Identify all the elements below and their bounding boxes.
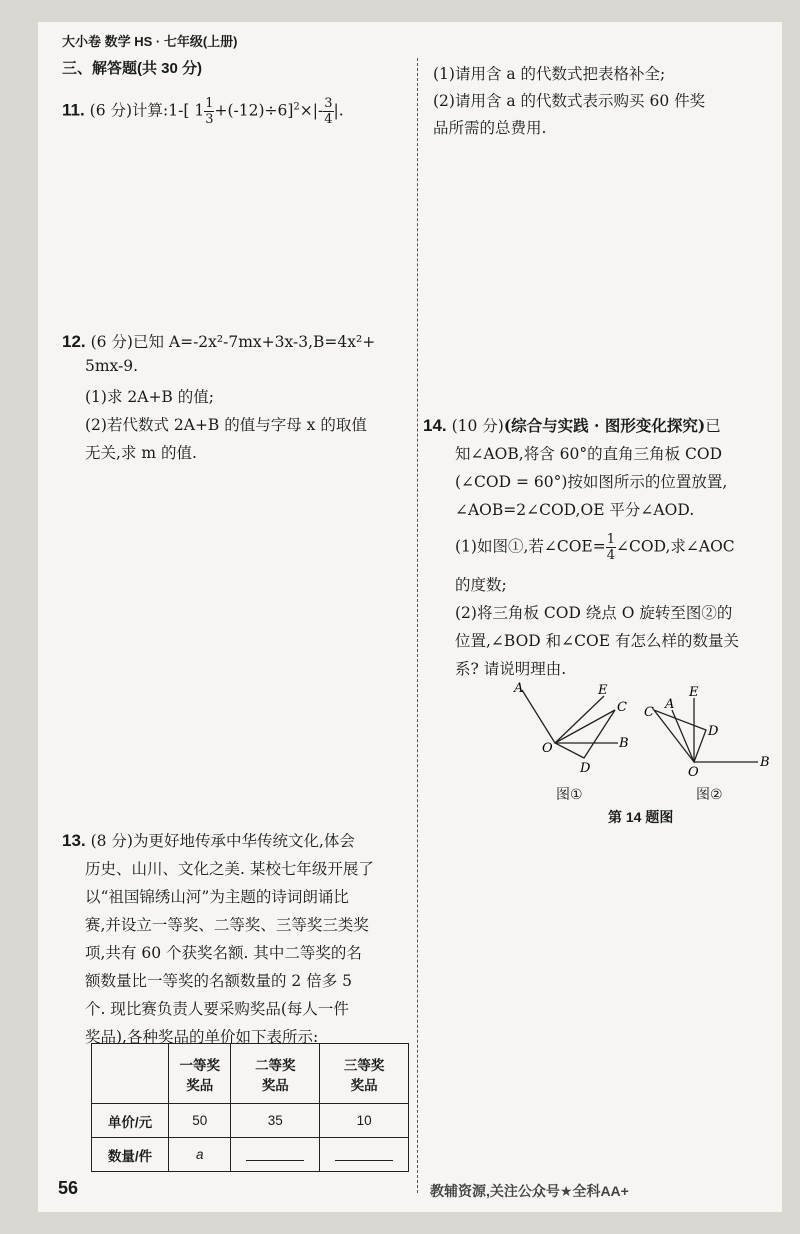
q12-part-2-cont: 无关,求 m 的值. xyxy=(85,444,197,462)
q14-line5-b: ∠COD,求∠AOC xyxy=(616,537,735,556)
q14-tag: (综合与实践 · 图形变化探究) xyxy=(503,416,706,435)
question-13-number: 13. xyxy=(62,831,86,850)
q11-fraction-2 xyxy=(323,96,333,127)
footer-watermark: 教辅资源,关注公众号★全科AA+ xyxy=(430,1183,629,1199)
row-label-qty: 数量/件 xyxy=(92,1138,169,1172)
fig1-ray-oa xyxy=(522,690,555,743)
question-14-line-1 xyxy=(423,414,721,436)
q13-line-4: 赛,并设立一等奖、二等奖、三等奖三类奖 xyxy=(85,916,369,934)
qty-3-fill-line xyxy=(335,1146,393,1161)
fig2-label-e: E xyxy=(689,685,699,700)
q13-sub-1: (1)请用含 a 的代数式把表格补全; xyxy=(433,65,666,83)
q12-line-2: 5mx-9. xyxy=(85,357,139,375)
fig2-label-c: C xyxy=(644,705,654,720)
q14-line-6: 的度数; xyxy=(455,576,507,594)
prize-col-head-3 xyxy=(320,1044,409,1104)
q11-frac1-den: 3 xyxy=(205,112,214,127)
q14-line5-a: (1)如图①,若∠COE= xyxy=(455,537,606,556)
q13-line1-text: (8 分)为更好地传承中华传统文化,体会 xyxy=(90,832,355,850)
qty-1 xyxy=(169,1138,231,1172)
fig1-label-e: E xyxy=(598,683,608,698)
q11-frac2-den: 4 xyxy=(324,112,333,127)
q13-line-3: 以“祖国锦绣山河”为主题的诗词朗诵比 xyxy=(85,888,349,906)
prize-table xyxy=(91,1043,409,1172)
q14-frac-num: 1 xyxy=(606,532,616,547)
q14-line-2: 知∠AOB,将含 60°的直角三角板 COD xyxy=(455,445,723,463)
q13-line-5: 项,共有 60 个获奖名额. 其中二等奖的名 xyxy=(85,944,362,962)
question-11-number: 11. xyxy=(62,100,85,120)
fig2-triangle-cod xyxy=(654,710,706,762)
question-13-line-1 xyxy=(62,829,355,851)
prize-col-head-1 xyxy=(169,1044,231,1104)
column-divider xyxy=(417,58,418,1193)
section-title: 三、解答题(共 30 分) xyxy=(62,60,203,77)
q11-text-d: |. xyxy=(333,101,344,120)
q12-line1-text: (6 分)已知 A=-2x²-7mx+3x-3,B=4x²+ xyxy=(90,333,376,351)
col-head-1-line1: 一等奖 xyxy=(179,1057,220,1073)
prize-table-row-price xyxy=(92,1104,409,1138)
q13-line-8: 奖品),各种奖品的单价如下表所示: xyxy=(85,1028,319,1046)
row-label-price: 单价/元 xyxy=(92,1104,169,1138)
q14-line-4: ∠AOB=2∠COD,OE 平分∠AOD. xyxy=(455,501,695,519)
figure-1 xyxy=(500,680,640,780)
q14-part-2-end: 系? 请说明理由. xyxy=(455,660,567,678)
col-head-2-line1: 二等奖 xyxy=(255,1057,296,1073)
running-header: 大小卷 数学 HS · 七年级(上册) xyxy=(62,34,238,49)
col-head-3-line2: 奖品 xyxy=(350,1077,378,1093)
q14-line1-end: 已 xyxy=(705,417,721,435)
question-11 xyxy=(62,96,344,127)
fig1-label-b: B xyxy=(619,736,629,751)
q11-text-c: ×|- xyxy=(299,101,324,120)
q14-part-2-cont: 位置,∠BOD 和∠COE 有怎么样的数量关 xyxy=(455,632,739,650)
prize-table-header-row xyxy=(92,1044,409,1104)
figure-2 xyxy=(640,680,780,780)
fig1-label-d: D xyxy=(580,761,591,776)
q12-part-2: (2)若代数式 2A+B 的值与字母 x 的取值 xyxy=(85,416,367,434)
col-head-2-line2: 奖品 xyxy=(261,1077,289,1093)
fig2-label-a: A xyxy=(665,697,675,712)
q11-text-b: +(-12)÷6] xyxy=(214,101,294,120)
q13-sub-2-cont: 品所需的总费用. xyxy=(433,119,547,137)
q14-line-5 xyxy=(455,532,735,563)
qty-3-blank[interactable] xyxy=(320,1138,409,1172)
fig2-label-d: D xyxy=(708,724,719,739)
price-3: 10 xyxy=(320,1104,409,1138)
page-number: 56 xyxy=(58,1178,79,1198)
q11-fraction-1 xyxy=(204,96,214,127)
q13-sub-2: (2)请用含 a 的代数式表示购买 60 件奖 xyxy=(433,92,706,110)
fig1-label-a: A xyxy=(514,681,524,696)
qty-2-blank[interactable] xyxy=(231,1138,320,1172)
q14-points: (10 分) xyxy=(451,417,504,435)
price-1: 50 xyxy=(169,1104,231,1138)
q14-frac-den: 4 xyxy=(606,548,616,563)
price-2: 35 xyxy=(231,1104,320,1138)
fig1-label-c: C xyxy=(617,700,627,715)
col-head-3-line1: 三等奖 xyxy=(343,1057,385,1073)
prize-table-corner xyxy=(92,1044,169,1104)
q11-exponent: 2 xyxy=(293,101,300,113)
figure-1-caption: 图① xyxy=(556,786,583,802)
col-head-1-line2: 奖品 xyxy=(186,1077,214,1093)
fig2-label-o: O xyxy=(688,765,699,780)
fig1-label-o: O xyxy=(542,741,553,756)
q14-line-3: (∠COD = 60°)按如图所示的位置放置, xyxy=(455,473,728,491)
q11-text-a: (6 分)计算:1-[ 1 xyxy=(89,101,205,120)
question-14-number: 14. xyxy=(423,416,447,435)
q13-line-6: 额数量比一等奖的名额数量的 2 倍多 5 xyxy=(85,972,353,990)
qty-1-value: a xyxy=(195,1147,204,1162)
figure-title: 第 14 题图 xyxy=(608,809,674,825)
q11-frac1-num: 1 xyxy=(205,96,214,111)
q11-frac2-num: 3 xyxy=(324,96,333,111)
q14-part-2: (2)将三角板 COD 绕点 O 旋转至图②的 xyxy=(455,604,733,622)
qty-2-fill-line xyxy=(246,1146,304,1161)
q12-part-1: (1)求 2A+B 的值; xyxy=(85,388,214,406)
q13-line-2: 历史、山川、文化之美. 某校七年级开展了 xyxy=(85,860,374,878)
fig2-label-b: B xyxy=(760,755,770,770)
prize-col-head-2 xyxy=(231,1044,320,1104)
q14-fraction xyxy=(606,532,616,563)
figure-2-caption: 图② xyxy=(696,786,723,802)
q13-line-7: 个. 现比赛负责人要采购奖品(每人一件 xyxy=(85,1000,349,1018)
question-12-number: 12. xyxy=(62,332,86,351)
prize-table-row-qty xyxy=(92,1138,409,1172)
question-12-line-1 xyxy=(62,330,375,352)
